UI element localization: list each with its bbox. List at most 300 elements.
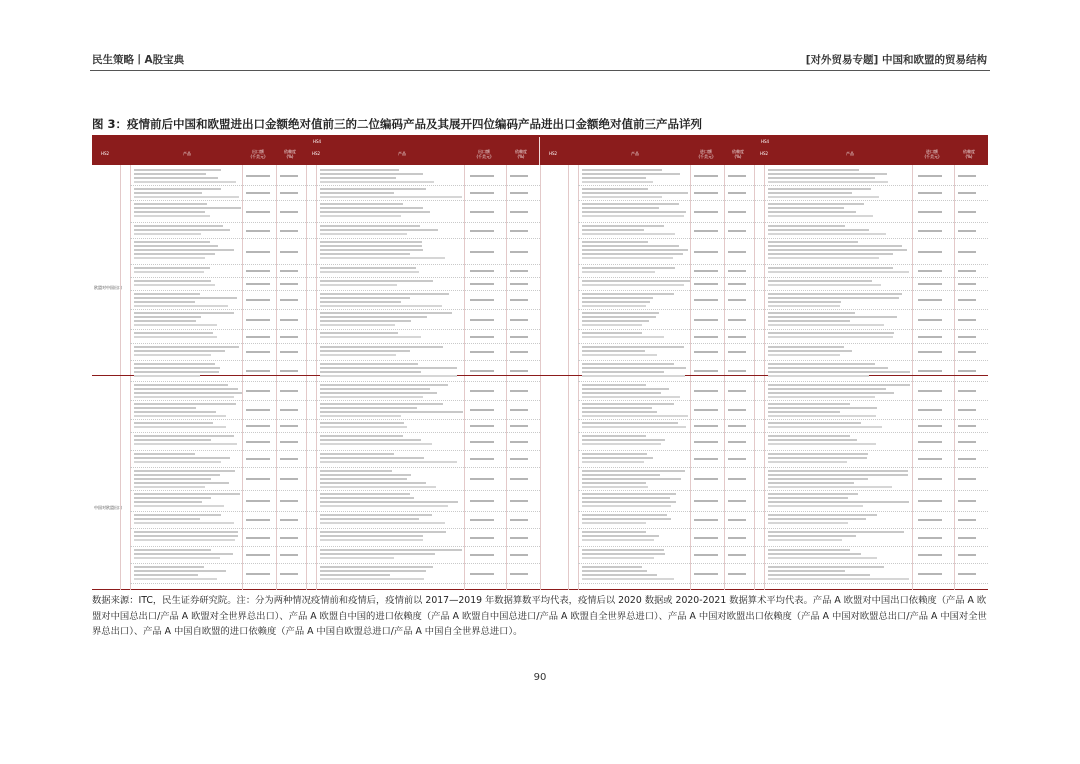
row-divider bbox=[578, 343, 988, 344]
text-line bbox=[320, 245, 422, 247]
number-cell bbox=[694, 573, 718, 575]
table-header-right bbox=[540, 137, 988, 165]
text-line bbox=[768, 531, 904, 533]
number-cell bbox=[958, 251, 976, 253]
text-line bbox=[768, 241, 858, 243]
number-cell bbox=[918, 319, 942, 321]
text-line bbox=[768, 570, 845, 572]
text-line bbox=[134, 435, 234, 437]
number-cell bbox=[510, 270, 528, 272]
number-cell bbox=[246, 573, 270, 575]
text-line bbox=[582, 324, 642, 326]
text-line bbox=[320, 336, 421, 338]
number-cell bbox=[470, 319, 494, 321]
text-line bbox=[134, 396, 234, 398]
number-cell bbox=[728, 441, 746, 443]
text-line bbox=[134, 482, 229, 484]
text-line bbox=[320, 461, 457, 463]
column-divider bbox=[276, 165, 277, 590]
number-cell bbox=[694, 458, 718, 460]
col-hs2-b: HS2 bbox=[311, 151, 321, 156]
text-line bbox=[768, 293, 902, 295]
text-line bbox=[768, 549, 850, 551]
col-dependency: 依赖度 (%) bbox=[284, 149, 296, 159]
number-cell bbox=[470, 370, 494, 372]
text-line bbox=[768, 245, 902, 247]
text-line bbox=[320, 371, 421, 373]
text-line bbox=[582, 249, 688, 251]
number-cell bbox=[958, 175, 976, 177]
text-line bbox=[582, 443, 661, 445]
row-divider bbox=[130, 360, 540, 361]
text-line bbox=[582, 415, 688, 417]
column-divider bbox=[130, 165, 131, 590]
text-line bbox=[582, 457, 653, 459]
col-export-amount-b: 出口额 (千美元) bbox=[476, 149, 492, 159]
text-line bbox=[320, 271, 419, 273]
number-cell bbox=[280, 390, 298, 392]
row-divider bbox=[578, 238, 988, 239]
text-line bbox=[320, 241, 422, 243]
text-line bbox=[768, 470, 908, 472]
text-line bbox=[320, 192, 394, 194]
row-divider bbox=[578, 329, 988, 330]
number-cell bbox=[280, 351, 298, 353]
number-cell bbox=[918, 500, 942, 502]
number-cell bbox=[918, 251, 942, 253]
text-line bbox=[134, 566, 204, 568]
number-cell bbox=[246, 211, 270, 213]
text-line bbox=[134, 578, 217, 580]
number-cell bbox=[694, 270, 718, 272]
text-line bbox=[134, 539, 235, 541]
text-line bbox=[582, 312, 659, 314]
text-line bbox=[582, 280, 690, 282]
text-line bbox=[320, 505, 448, 507]
number-cell bbox=[510, 441, 528, 443]
number-cell bbox=[958, 537, 976, 539]
number-cell bbox=[510, 211, 528, 213]
text-line bbox=[768, 211, 856, 213]
text-line bbox=[134, 478, 211, 480]
number-cell bbox=[280, 425, 298, 427]
text-line bbox=[582, 203, 679, 205]
number-cell bbox=[694, 175, 718, 177]
row-divider bbox=[578, 264, 988, 265]
text-line bbox=[320, 257, 445, 259]
text-line bbox=[320, 518, 419, 520]
text-line bbox=[582, 570, 647, 572]
number-cell bbox=[246, 192, 270, 194]
text-line bbox=[582, 297, 653, 299]
number-cell bbox=[918, 425, 942, 427]
text-line bbox=[582, 367, 686, 369]
text-line bbox=[134, 570, 226, 572]
text-line bbox=[320, 566, 433, 568]
text-line bbox=[768, 522, 848, 524]
number-cell bbox=[694, 500, 718, 502]
table-header-left bbox=[92, 137, 540, 165]
text-line bbox=[320, 522, 445, 524]
row-divider bbox=[578, 277, 988, 278]
text-line bbox=[134, 320, 196, 322]
col-import-amount-b: 进口额 (千美元) bbox=[924, 149, 940, 159]
text-line bbox=[582, 225, 664, 227]
text-line bbox=[134, 443, 237, 445]
text-line bbox=[134, 241, 210, 243]
text-line bbox=[582, 177, 646, 179]
row-divider bbox=[578, 467, 988, 468]
text-line bbox=[582, 371, 664, 373]
text-line bbox=[134, 415, 226, 417]
text-line bbox=[768, 177, 875, 179]
text-line bbox=[320, 207, 423, 209]
text-line bbox=[320, 443, 432, 445]
row-divider bbox=[130, 563, 540, 564]
text-line bbox=[768, 411, 840, 413]
text-line bbox=[320, 320, 411, 322]
text-line bbox=[320, 332, 398, 334]
text-line bbox=[134, 453, 195, 455]
number-cell bbox=[510, 230, 528, 232]
text-line bbox=[134, 316, 201, 318]
text-line bbox=[320, 301, 401, 303]
number-cell bbox=[958, 370, 976, 372]
text-line bbox=[582, 392, 661, 394]
text-line bbox=[768, 486, 892, 488]
number-cell bbox=[510, 458, 528, 460]
text-line bbox=[582, 336, 664, 338]
text-line bbox=[134, 457, 230, 459]
row-divider bbox=[130, 419, 540, 420]
text-line bbox=[134, 332, 213, 334]
number-cell bbox=[470, 211, 494, 213]
row-divider bbox=[130, 490, 540, 491]
number-cell bbox=[958, 299, 976, 301]
number-cell bbox=[470, 519, 494, 521]
number-cell bbox=[918, 370, 942, 372]
table-body bbox=[92, 165, 988, 590]
col-hs2: HS2 bbox=[100, 151, 110, 156]
number-cell bbox=[958, 270, 976, 272]
number-cell bbox=[694, 299, 718, 301]
text-line bbox=[582, 241, 648, 243]
text-line bbox=[582, 375, 685, 377]
number-cell bbox=[694, 283, 718, 285]
text-line bbox=[134, 574, 198, 576]
row-divider bbox=[578, 290, 988, 291]
text-line bbox=[768, 535, 856, 537]
row-divider bbox=[578, 222, 988, 223]
row-divider bbox=[130, 432, 540, 433]
text-line bbox=[582, 482, 646, 484]
number-cell bbox=[470, 283, 494, 285]
number-cell bbox=[510, 336, 528, 338]
row-divider bbox=[578, 360, 988, 361]
number-cell bbox=[918, 409, 942, 411]
text-line bbox=[134, 384, 228, 386]
text-line bbox=[320, 411, 463, 413]
number-cell bbox=[470, 573, 494, 575]
text-line bbox=[582, 566, 642, 568]
text-line bbox=[768, 169, 859, 171]
row-divider bbox=[130, 546, 540, 547]
row-divider bbox=[130, 200, 540, 201]
text-line bbox=[134, 470, 235, 472]
text-line bbox=[582, 354, 657, 356]
text-line bbox=[768, 396, 875, 398]
number-cell bbox=[280, 175, 298, 177]
text-line bbox=[582, 215, 684, 217]
text-line bbox=[320, 211, 430, 213]
number-cell bbox=[280, 573, 298, 575]
number-cell bbox=[510, 283, 528, 285]
number-cell bbox=[694, 351, 718, 353]
number-cell bbox=[958, 500, 976, 502]
text-line bbox=[134, 346, 239, 348]
text-line bbox=[768, 501, 909, 503]
text-line bbox=[134, 324, 217, 326]
row-divider bbox=[130, 528, 540, 529]
text-line bbox=[320, 215, 401, 217]
number-cell bbox=[280, 192, 298, 194]
text-line bbox=[134, 293, 200, 295]
text-line bbox=[582, 501, 676, 503]
number-cell bbox=[246, 270, 270, 272]
column-divider bbox=[540, 165, 541, 590]
number-cell bbox=[470, 336, 494, 338]
number-cell bbox=[958, 554, 976, 556]
number-cell bbox=[246, 425, 270, 427]
text-line bbox=[582, 539, 654, 541]
text-line bbox=[582, 181, 653, 183]
text-line bbox=[582, 332, 642, 334]
text-line bbox=[320, 453, 394, 455]
row-divider bbox=[578, 419, 988, 420]
text-line bbox=[768, 233, 886, 235]
number-cell bbox=[728, 500, 746, 502]
text-line bbox=[134, 426, 226, 428]
row-divider bbox=[130, 583, 540, 584]
number-cell bbox=[280, 370, 298, 372]
row-divider bbox=[130, 511, 540, 512]
text-line bbox=[582, 363, 674, 365]
text-line bbox=[320, 229, 438, 231]
text-line bbox=[768, 426, 882, 428]
text-line bbox=[768, 271, 909, 273]
number-cell bbox=[510, 573, 528, 575]
text-line bbox=[134, 169, 221, 171]
text-line bbox=[582, 229, 644, 231]
text-line bbox=[768, 457, 867, 459]
text-line bbox=[320, 514, 432, 516]
number-cell bbox=[958, 478, 976, 480]
number-cell bbox=[694, 409, 718, 411]
number-cell bbox=[694, 336, 718, 338]
text-line bbox=[134, 422, 213, 424]
number-cell bbox=[728, 537, 746, 539]
text-line bbox=[582, 257, 673, 259]
row-divider bbox=[578, 563, 988, 564]
row-group-label: 欧盟对中国出口 bbox=[94, 285, 122, 290]
text-line bbox=[582, 522, 646, 524]
text-line bbox=[582, 474, 660, 476]
row-divider bbox=[578, 528, 988, 529]
text-line bbox=[768, 346, 844, 348]
text-line bbox=[134, 474, 220, 476]
text-line bbox=[320, 249, 423, 251]
text-line bbox=[320, 293, 449, 295]
text-line bbox=[582, 453, 647, 455]
text-line bbox=[320, 305, 442, 307]
text-line bbox=[582, 207, 659, 209]
text-line bbox=[134, 305, 228, 307]
text-line bbox=[582, 169, 662, 171]
number-cell bbox=[246, 554, 270, 556]
number-cell bbox=[728, 299, 746, 301]
column-divider bbox=[912, 165, 913, 590]
text-line bbox=[320, 173, 423, 175]
text-line bbox=[768, 453, 868, 455]
hs4-group-label: HS4 bbox=[312, 139, 322, 144]
number-cell bbox=[246, 319, 270, 321]
text-line bbox=[134, 388, 238, 390]
number-cell bbox=[958, 425, 976, 427]
text-line bbox=[768, 188, 871, 190]
number-cell bbox=[510, 519, 528, 521]
text-line bbox=[134, 501, 202, 503]
number-cell bbox=[918, 351, 942, 353]
text-line bbox=[768, 574, 870, 576]
number-cell bbox=[246, 441, 270, 443]
text-line bbox=[134, 253, 215, 255]
table-header bbox=[92, 137, 988, 165]
number-cell bbox=[728, 351, 746, 353]
text-line bbox=[134, 284, 215, 286]
number-cell bbox=[918, 458, 942, 460]
text-line bbox=[582, 196, 662, 198]
text-line bbox=[320, 531, 446, 533]
figure-title: 图 3：疫情前后中国和欧盟进出口金额绝对值前三的二位编码产品及其展开四位编码产品进出口金额绝对值前三产品详列 bbox=[92, 117, 702, 131]
text-line bbox=[134, 249, 234, 251]
text-line bbox=[320, 392, 437, 394]
header-divider bbox=[90, 70, 990, 71]
text-line bbox=[134, 312, 234, 314]
text-line bbox=[582, 578, 674, 580]
column-divider bbox=[316, 165, 317, 590]
text-line bbox=[582, 470, 685, 472]
text-line bbox=[134, 336, 217, 338]
text-line bbox=[768, 388, 886, 390]
number-cell bbox=[280, 283, 298, 285]
text-line bbox=[134, 350, 225, 352]
number-cell bbox=[958, 211, 976, 213]
text-line bbox=[320, 435, 403, 437]
number-cell bbox=[918, 390, 942, 392]
number-cell bbox=[958, 230, 976, 232]
number-cell bbox=[280, 251, 298, 253]
text-line bbox=[134, 486, 205, 488]
text-line bbox=[320, 482, 426, 484]
text-line bbox=[134, 192, 202, 194]
row-group-label: 中国对欧盟出口 bbox=[94, 505, 122, 510]
number-cell bbox=[728, 573, 746, 575]
text-line bbox=[768, 316, 897, 318]
number-cell bbox=[958, 336, 976, 338]
row-divider bbox=[578, 309, 988, 310]
source-note: 数据来源：ITC，民生证券研究院。注：分为两种情况疫情前和疫情后，疫情前以 2017—2019 年数据算数平均代表，疫情后以 2020 数据或 2020-2021 数据算术平均代表。产品 A 欧盟对中国出口依赖度（产品 A 欧盟对中国总出口/产品 A 欧盟对全世界总出口）、产品 A 欧盟自中国的进口依赖度（产品 A 欧盟自中国总进口/产品 A 欧盟自全世界总进口）、产品 A 中国对欧盟出口依赖度（产品 A 中国对欧盟总出口/产品 A 中国对全世界总出口）、产品 A 中国自欧盟的进口依赖度（产品 A 中国自欧盟总进口/产品 A 中国自全世界总进口）。 bbox=[92, 595, 987, 637]
number-cell bbox=[280, 409, 298, 411]
number-cell bbox=[694, 554, 718, 556]
number-cell bbox=[510, 319, 528, 321]
text-line bbox=[320, 384, 448, 386]
text-line bbox=[768, 249, 907, 251]
text-line bbox=[134, 215, 210, 217]
row-divider bbox=[578, 490, 988, 491]
text-line bbox=[134, 553, 233, 555]
row-divider bbox=[578, 185, 988, 186]
text-line bbox=[320, 497, 414, 499]
number-cell bbox=[510, 425, 528, 427]
col-hs2-right-b: HS2 bbox=[759, 151, 769, 156]
text-line bbox=[768, 518, 866, 520]
number-cell bbox=[918, 554, 942, 556]
text-line bbox=[768, 553, 861, 555]
row-divider bbox=[578, 546, 988, 547]
text-line bbox=[582, 478, 681, 480]
text-line bbox=[320, 557, 394, 559]
number-cell bbox=[280, 230, 298, 232]
text-line bbox=[320, 196, 462, 198]
text-line bbox=[134, 407, 196, 409]
row-divider bbox=[130, 222, 540, 223]
number-cell bbox=[510, 554, 528, 556]
header-right: [对外贸易专题] 中国和欧盟的贸易结构 bbox=[805, 54, 987, 66]
text-line bbox=[320, 426, 407, 428]
column-divider bbox=[764, 165, 765, 590]
text-line bbox=[582, 574, 657, 576]
text-line bbox=[134, 497, 211, 499]
number-cell bbox=[280, 458, 298, 460]
text-line bbox=[320, 457, 424, 459]
text-line bbox=[582, 316, 656, 318]
text-line bbox=[768, 514, 877, 516]
number-cell bbox=[694, 192, 718, 194]
text-line bbox=[134, 267, 210, 269]
row-divider bbox=[578, 511, 988, 512]
text-line bbox=[768, 407, 877, 409]
text-line bbox=[134, 439, 211, 441]
number-cell bbox=[470, 478, 494, 480]
text-line bbox=[134, 173, 206, 175]
col-product-b: 产品 bbox=[398, 151, 406, 156]
text-line bbox=[320, 297, 410, 299]
col-hs2-right: HS2 bbox=[548, 151, 558, 156]
text-line bbox=[582, 411, 657, 413]
row-divider bbox=[578, 400, 988, 401]
text-line bbox=[134, 518, 200, 520]
number-cell bbox=[280, 299, 298, 301]
text-line bbox=[320, 578, 424, 580]
number-cell bbox=[694, 230, 718, 232]
text-line bbox=[320, 549, 462, 551]
text-line bbox=[582, 518, 671, 520]
text-line bbox=[768, 192, 852, 194]
text-line bbox=[582, 173, 680, 175]
number-cell bbox=[246, 390, 270, 392]
text-line bbox=[320, 354, 396, 356]
number-cell bbox=[510, 192, 528, 194]
